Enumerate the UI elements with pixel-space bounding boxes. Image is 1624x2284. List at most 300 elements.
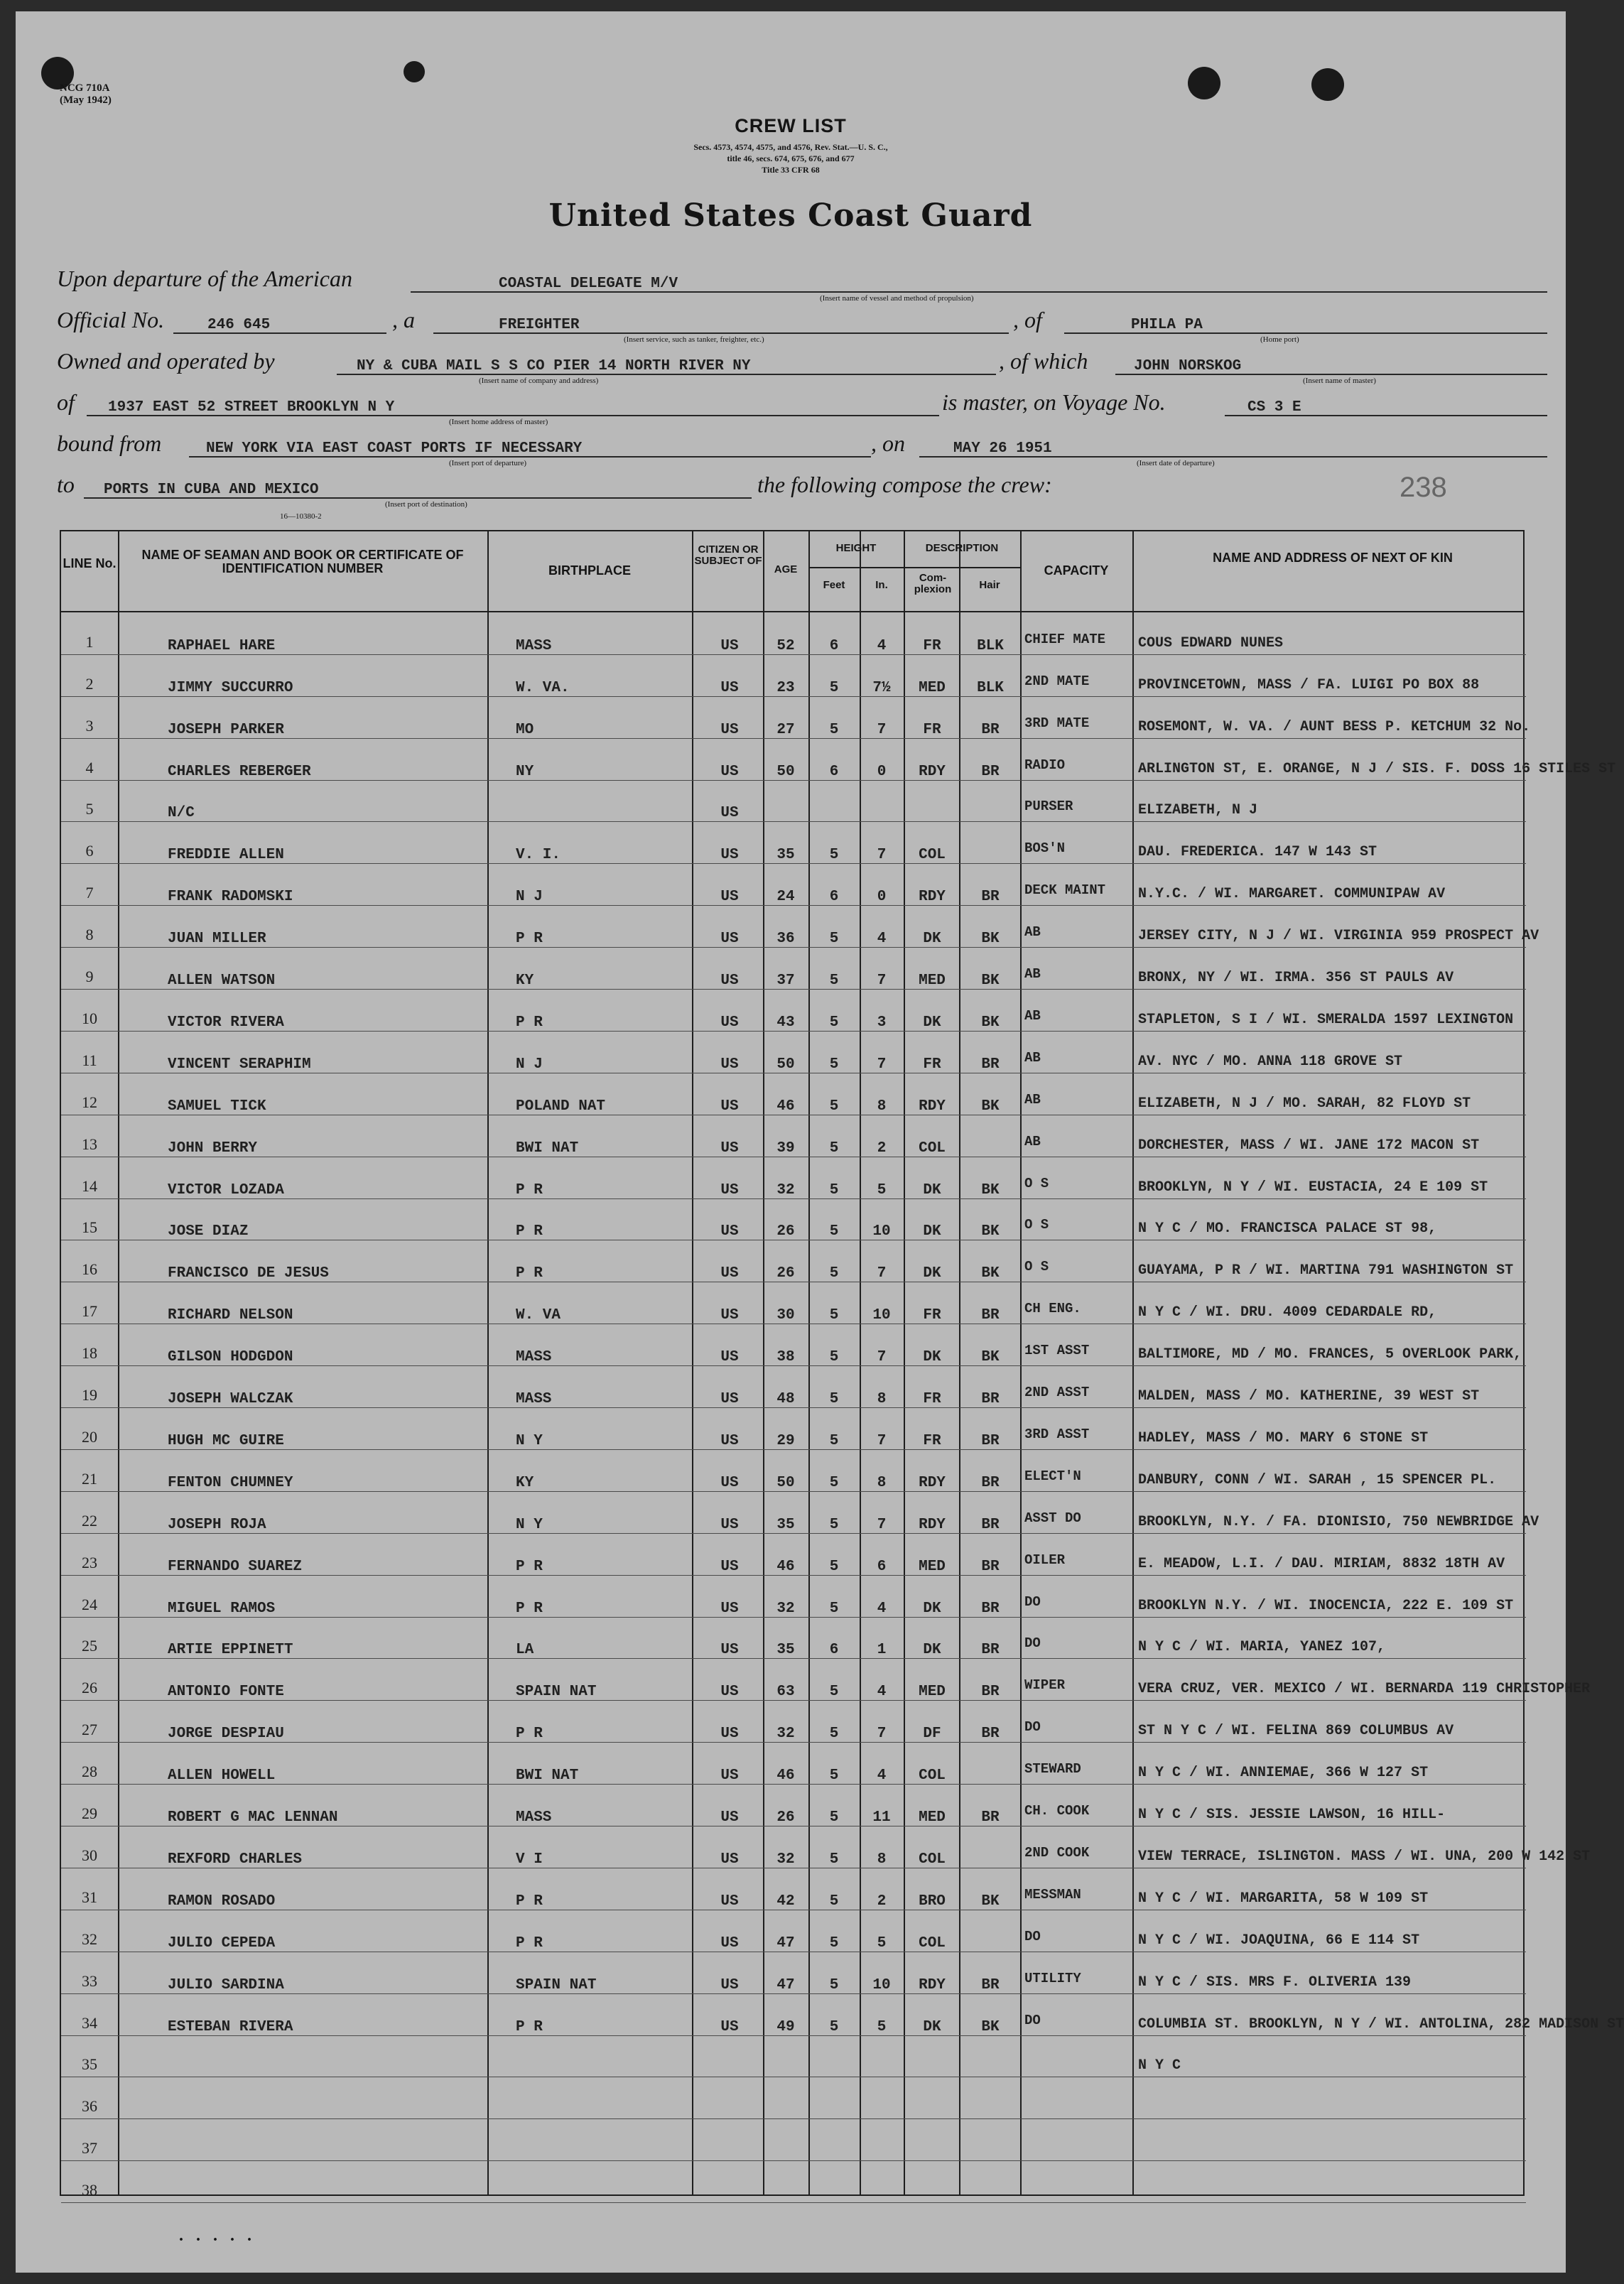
cell-ft: 5 [829,1558,839,1575]
cell-birthplace: BWI NAT [516,1140,579,1157]
entry-vessel: COASTAL DELEGATE M/V [499,276,678,292]
cell-birthplace: P R [516,1893,543,1910]
cell-birthplace: P R [516,1726,543,1743]
cell-ft: 5 [829,1809,839,1826]
cell-name: RICHARD NELSON [168,1307,293,1324]
entry-master-address: 1937 EAST 52 STREET BROOKLYN N Y [108,399,395,416]
cell-kin: BROOKLYN, N Y / WI. EUSTACIA, 24 E 109 ST [1138,1179,1488,1196]
cell-name: CHARLES REBERGER [168,763,311,780]
form-date-text: (May 1942) [60,94,112,106]
cell-complexion: DK [923,1223,941,1240]
cell-name: HUGH MC GUIRE [168,1432,284,1449]
table-row [61,1240,1526,1282]
line-number: 27 [82,1721,97,1739]
cell-birthplace: POLAND NAT [516,1098,606,1115]
cell-age: 26 [776,1809,795,1826]
line-number: 4 [85,758,94,776]
table-row [61,1031,1526,1073]
line-number: 22 [82,1511,97,1530]
table-row [61,1282,1526,1324]
cell-in: 11 [872,1809,891,1826]
cell-birthplace: P R [516,1014,543,1031]
header-kin: NAME AND ADDRESS OF NEXT OF KIN [1213,551,1453,565]
table-row [61,738,1616,780]
header-complexion: Com-plexion [914,572,952,595]
line-number: 28 [82,1763,97,1781]
cell-in: 7 [877,1726,887,1743]
cell-kin: AV. NYC / MO. ANNA 118 GROVE ST [1138,1053,1403,1070]
cell-kin: STAPLETON, S I / WI. SMERALDA 1597 LEXINGTON [1138,1011,1514,1028]
line-number: 16 [82,1260,97,1279]
label-of-which: , of which [999,348,1088,374]
cell-complexion: FR [923,1056,941,1073]
cell-complexion: COL [919,1851,946,1868]
cell-complexion: MED [919,1558,946,1575]
cell-hair: BK [981,2018,1000,2035]
cell-age: 48 [776,1391,795,1408]
cell-age: 35 [776,847,795,864]
cell-birthplace: V. I. [516,847,561,864]
table-row [61,612,1526,654]
cell-age: 43 [776,1014,795,1031]
cell-ft: 5 [829,721,839,738]
cell-capacity: 3RD MATE [1024,715,1090,731]
cell-citizen: US [720,1976,739,1993]
cell-birthplace: N J [516,1056,543,1073]
cell-kin: N Y C / SIS. JESSIE LAWSON, 16 HILL- [1138,1807,1446,1824]
cell-age: 46 [776,1098,795,1115]
cell-capacity: BOS'N [1024,840,1066,857]
cell-kin: BROOKLYN, N.Y. / FA. DIONISIO, 750 NEWBRIDGE AV [1138,1513,1539,1530]
cell-age: 63 [776,1684,795,1701]
cell-capacity: DO [1024,1635,1041,1652]
cell-name: FERNANDO SUAREZ [168,1558,303,1575]
entry-service: FREIGHTER [499,317,580,333]
cell-birthplace: KY [516,973,534,990]
table-row [61,1910,1526,1952]
entry-date: MAY 26 1951 [953,440,1052,457]
cell-citizen: US [720,1223,739,1240]
label-compose: the following compose the crew: [757,472,1052,497]
cell-citizen: US [720,1349,739,1366]
cell-hair: BR [981,1600,1000,1617]
header-line-no: LINE No. [63,556,117,570]
cell-hair: BR [981,1684,1000,1701]
cell-birthplace: SPAIN NAT [516,1976,597,1993]
cell-hair: BR [981,1432,1000,1449]
cell-age: 24 [776,889,795,906]
cell-kin: DAU. FREDERICA. 147 W 143 ST [1138,844,1377,861]
line-number: 7 [85,884,94,902]
cell-in: 7 [877,1516,887,1533]
cell-age: 30 [776,1307,795,1324]
cell-in: 1 [877,1642,887,1659]
line-number: 19 [82,1386,97,1405]
cell-kin: N Y C / WI. DRU. 4009 CEDARDALE RD, [1138,1304,1437,1321]
cell-complexion: COL [919,1140,946,1157]
header-height: HEIGHT [835,542,877,554]
cell-age: 47 [776,1934,795,1952]
cell-birthplace: MASS [516,1391,552,1408]
cell-name: RAMON ROSADO [168,1893,276,1910]
cell-capacity: CH ENG. [1024,1301,1081,1317]
cell-birthplace: W. VA [516,1307,561,1324]
cell-hair: BR [981,889,1000,906]
hint-master: (Insert name of master) [1303,377,1376,385]
cell-kin: E. MEADOW, L.I. / DAU. MIRIAM, 8832 18TH AV [1138,1555,1505,1572]
line-number: 35 [82,2055,97,2074]
header-citizen: CITIZEN OR SUBJECT OF [694,543,762,567]
cell-birthplace: N Y [516,1516,543,1533]
cell-in: 5 [877,1181,887,1198]
cell-in: 8 [877,1098,887,1115]
cell-age: 47 [776,1976,795,1993]
cell-complexion: FR [923,637,941,654]
table-row [61,905,1539,948]
cell-kin: ELIZABETH, N J / MO. SARAH, 82 FLOYD ST [1138,1095,1471,1112]
cell-in: 7½ [872,679,891,696]
cell-complexion: DK [923,1181,941,1198]
cell-name: FENTON CHUMNEY [168,1474,293,1491]
cell-in: 7 [877,847,887,864]
cell-ft: 5 [829,1265,839,1282]
underline [173,332,386,334]
table-row [61,654,1526,696]
table-row [61,1826,1591,1868]
label-owned: Owned and operated by [57,348,275,374]
cell-complexion: BRO [919,1893,946,1910]
cell-capacity: AB [1024,1091,1041,1108]
cell-ft: 5 [829,1307,839,1324]
cell-kin: COLUMBIA ST. BROOKLYN, N Y / WI. ANTOLINA, 282 MADISON ST [1138,2015,1624,2033]
cell-age: 50 [776,1474,795,1491]
cell-kin: N Y C / MO. FRANCISCA PALACE ST 98, [1138,1221,1437,1238]
cell-kin: N Y C / WI. MARIA, YANEZ 107, [1138,1639,1386,1656]
cell-capacity: ASST DO [1024,1510,1081,1526]
cell-in: 7 [877,1432,887,1449]
table-row [61,696,1531,738]
cell-birthplace: P R [516,1223,543,1240]
entry-master: JOHN NORSKOG [1134,358,1242,374]
punch-hole [404,61,425,82]
cell-age: 50 [776,1056,795,1073]
cell-age: 36 [776,931,795,948]
cell-complexion: DK [923,1265,941,1282]
cell-hair: BR [981,1976,1000,1993]
cell-hair: BLK [977,637,1004,654]
table-row [61,2077,1526,2119]
label-master-voyage: is master, on Voyage No. [942,389,1166,415]
cell-capacity: STEWARD [1024,1761,1081,1777]
cell-citizen: US [720,805,739,822]
cell-in: 4 [877,931,887,948]
cell-complexion: COL [919,1768,946,1785]
cell-citizen: US [720,1809,739,1826]
table-row [61,1533,1526,1575]
cell-complexion: DK [923,1349,941,1366]
cell-birthplace: N J [516,889,543,906]
cell-name: FRANCISCO DE JESUS [168,1265,329,1282]
line-number: 12 [82,1093,97,1111]
cell-birthplace: MASS [516,637,552,654]
cell-age: 32 [776,1600,795,1617]
cell-age: 49 [776,2018,795,2035]
cell-in: 7 [877,721,887,738]
line-number: 9 [85,968,94,986]
statute-line: Secs. 4573, 4574, 4575, and 4576, Rev. Stat.—U. S. C., [693,142,888,152]
table-row [61,1198,1526,1240]
cell-kin: N Y C / SIS. MRS F. OLIVERIA 139 [1138,1974,1412,1991]
line-number: 29 [82,1804,97,1823]
cell-citizen: US [720,1684,739,1701]
cell-age: 38 [776,1349,795,1366]
cell-in: 0 [877,889,887,906]
cell-birthplace: MO [516,721,534,738]
cell-hair: BR [981,763,1000,780]
cell-name: JULIO CEPEDA [168,1934,276,1952]
cell-complexion: DK [923,931,941,948]
cell-birthplace: SPAIN NAT [516,1684,597,1701]
cell-hair: BK [981,1098,1000,1115]
cell-in: 10 [872,1307,891,1324]
cell-citizen: US [720,721,739,738]
hint-master-address: (Insert home address of master) [449,418,548,426]
cell-citizen: US [720,637,739,654]
cell-kin: DANBURY, CONN / WI. SARAH , 15 SPENCER PL. [1138,1471,1497,1488]
cell-birthplace: W. VA. [516,679,570,696]
line-number: 38 [82,2181,97,2199]
cell-name: REXFORD CHARLES [168,1851,303,1868]
cell-in: 5 [877,1934,887,1952]
cell-in: 4 [877,1768,887,1785]
cell-complexion: MED [919,973,946,990]
line-number: 26 [82,1679,97,1697]
cell-kin: BRONX, NY / WI. IRMA. 356 ST PAULS AV [1138,970,1454,987]
entry-from: NEW YORK VIA EAST COAST PORTS IF NECESSARY [206,440,583,457]
cell-complexion: RDY [919,1474,946,1491]
cell-complexion: RDY [919,1516,946,1533]
cell-age: 29 [776,1432,795,1449]
cell-kin: PROVINCETOWN, MASS / FA. LUIGI PO BOX 88 [1138,676,1480,693]
cell-hair: BR [981,1474,1000,1491]
cell-age: 50 [776,763,795,780]
cell-in: 10 [872,1223,891,1240]
table-row [61,1157,1526,1198]
cell-complexion: RDY [919,1098,946,1115]
cell-ft: 5 [829,1181,839,1198]
cell-name: JULIO SARDINA [168,1976,284,1993]
cell-complexion: FR [923,1391,941,1408]
cell-kin: COUS EDWARD NUNES [1138,634,1284,651]
header-capacity: CAPACITY [1044,563,1109,578]
cell-citizen: US [720,763,739,780]
cell-ft: 5 [829,973,839,990]
cell-ft: 5 [829,1014,839,1031]
cell-ft: 5 [829,1432,839,1449]
line-number: 3 [85,716,94,735]
cell-capacity: AB [1024,1133,1041,1149]
cell-birthplace: MASS [516,1349,552,1366]
label-of: of [57,389,75,415]
table-row [61,1073,1526,1115]
cell-in: 3 [877,1014,887,1031]
table-row [61,1784,1526,1826]
cell-in: 7 [877,1349,887,1366]
cell-hair: BR [981,1558,1000,1575]
cell-capacity: O S [1024,1217,1049,1233]
cell-ft: 5 [829,1349,839,1366]
line-number: 11 [82,1051,97,1069]
cell-age: 26 [776,1223,795,1240]
agency-heading: United States Coast Guard [548,197,1033,234]
line-number: 17 [82,1302,97,1321]
cell-name: MIGUEL RAMOS [168,1600,276,1617]
cell-age: 46 [776,1558,795,1575]
cell-birthplace: N Y [516,1432,543,1449]
cell-citizen: US [720,1893,739,1910]
cell-kin: JERSEY CITY, N J / WI. VIRGINIA 959 PROSPECT AV [1138,928,1539,945]
line-number: 18 [82,1344,97,1363]
cell-name: GILSON HODGDON [168,1349,293,1366]
cell-hair: BR [981,1642,1000,1659]
cell-capacity: AB [1024,1007,1041,1024]
cell-ft: 5 [829,1934,839,1952]
cell-hair: BR [981,1726,1000,1743]
statute-line: title 46, secs. 674, 675, 676, and 677 [727,153,855,163]
line-number: 23 [82,1553,97,1571]
line-number: 34 [82,2013,97,2032]
cell-ft: 5 [829,931,839,948]
cell-in: 7 [877,1265,887,1282]
cell-citizen: US [720,1056,739,1073]
cell-birthplace: NY [516,763,534,780]
cell-name: JOSEPH ROJA [168,1516,266,1533]
page-stamp-number: 238 [1400,472,1447,503]
hint-port: (Insert port of departure) [449,459,527,467]
print-number: 16—10380-2 [280,512,322,521]
cell-name: JOSEPH PARKER [168,721,284,738]
cell-hair: BK [981,931,1000,948]
cell-citizen: US [720,973,739,990]
cell-citizen: US [720,931,739,948]
cell-citizen: US [720,2018,739,2035]
cell-capacity: CHIEF MATE [1024,631,1106,647]
cell-birthplace: P R [516,1181,543,1198]
table-row [61,1659,1591,1701]
cell-complexion: DK [923,1600,941,1617]
cell-capacity: O S [1024,1175,1049,1191]
cell-age: 35 [776,1516,795,1533]
cell-citizen: US [720,1181,739,1198]
cell-birthplace: MASS [516,1809,552,1826]
line-number: 6 [85,842,94,860]
table-row [61,1365,1526,1407]
line-number: 31 [82,1888,97,1906]
table-row [61,1449,1526,1491]
cell-in: 8 [877,1851,887,1868]
label-on: , on [871,431,905,456]
cell-ft: 5 [829,1056,839,1073]
cell-in: 6 [877,1558,887,1575]
cell-capacity: AB [1024,966,1041,983]
cell-kin: N Y C [1138,2057,1181,2074]
cell-complexion: COL [919,1934,946,1952]
cell-citizen: US [720,1768,739,1785]
cell-name: ARTIE EPPINETT [168,1642,293,1659]
cell-citizen: US [720,1726,739,1743]
cell-name: FRANK RADOMSKI [168,889,293,906]
line-number: 14 [82,1176,97,1195]
punch-hole [1188,67,1220,99]
cell-kin: GUAYAMA, P R / WI. MARTINA 791 WASHINGTON ST [1138,1262,1514,1279]
hint-destination: (Insert port of destination) [385,500,467,509]
cell-citizen: US [720,1851,739,1868]
line-number: 20 [82,1427,97,1446]
cell-age: 27 [776,721,795,738]
cell-name: VINCENT SERAPHIM [168,1056,311,1073]
cell-capacity: ELECT'N [1024,1468,1081,1484]
cell-name: N/C [168,805,195,822]
cell-citizen: US [720,889,739,906]
cell-age: 32 [776,1181,795,1198]
cell-ft: 5 [829,1976,839,1993]
header-description: DESCRIPTION [925,542,999,554]
label-bound: bound from [57,431,162,456]
cell-citizen: US [720,1391,739,1408]
label-of-port: , of [1013,307,1042,332]
cell-citizen: US [720,1140,739,1157]
cell-capacity: RADIO [1024,757,1066,773]
cell-hair: BK [981,1349,1000,1366]
cell-ft: 5 [829,1684,839,1701]
line-number: 10 [82,1009,97,1027]
header-subrule [808,567,1020,568]
line-number: 5 [85,800,94,818]
cell-capacity: DECK MAINT [1024,882,1106,899]
cell-capacity: AB [1024,924,1041,941]
cell-citizen: US [720,1516,739,1533]
cell-capacity: DO [1024,2012,1041,2028]
cell-birthplace: V I [516,1851,543,1868]
cell-ft: 6 [829,763,839,780]
cell-in: 5 [877,2018,887,2035]
cell-in: 4 [877,637,887,654]
cell-name: JOSEPH WALCZAK [168,1391,293,1408]
table-row [61,2118,1526,2160]
line-number: 1 [85,632,94,651]
form-number-text: NCG 710A [60,82,110,94]
line-number: 30 [82,1846,97,1864]
cell-complexion: DK [923,1642,941,1659]
punch-hole [1311,68,1344,101]
cell-age: 35 [776,1642,795,1659]
cell-kin: MALDEN, MASS / MO. KATHERINE, 39 WEST ST [1138,1388,1480,1405]
cell-ft: 5 [829,1726,839,1743]
cell-kin: ST N Y C / WI. FELINA 869 COLUMBUS AV [1138,1723,1454,1740]
table-row [61,822,1526,864]
cell-birthplace: LA [516,1642,534,1659]
cell-name: ALLEN WATSON [168,973,276,990]
hint-vessel: (Insert name of vessel and method of propulsion) [820,294,974,303]
cell-kin: N Y C / WI. JOAQUINA, 66 E 114 ST [1138,1932,1420,1949]
line-number: 2 [85,674,94,693]
cell-kin: N.Y.C. / WI. MARGARET. COMMUNIPAW AV [1138,886,1446,903]
table-row [61,863,1526,905]
cell-capacity: AB [1024,1049,1041,1066]
cell-hair: BR [981,1516,1000,1533]
table-row [61,1617,1526,1659]
header-hair: Hair [979,579,1000,591]
